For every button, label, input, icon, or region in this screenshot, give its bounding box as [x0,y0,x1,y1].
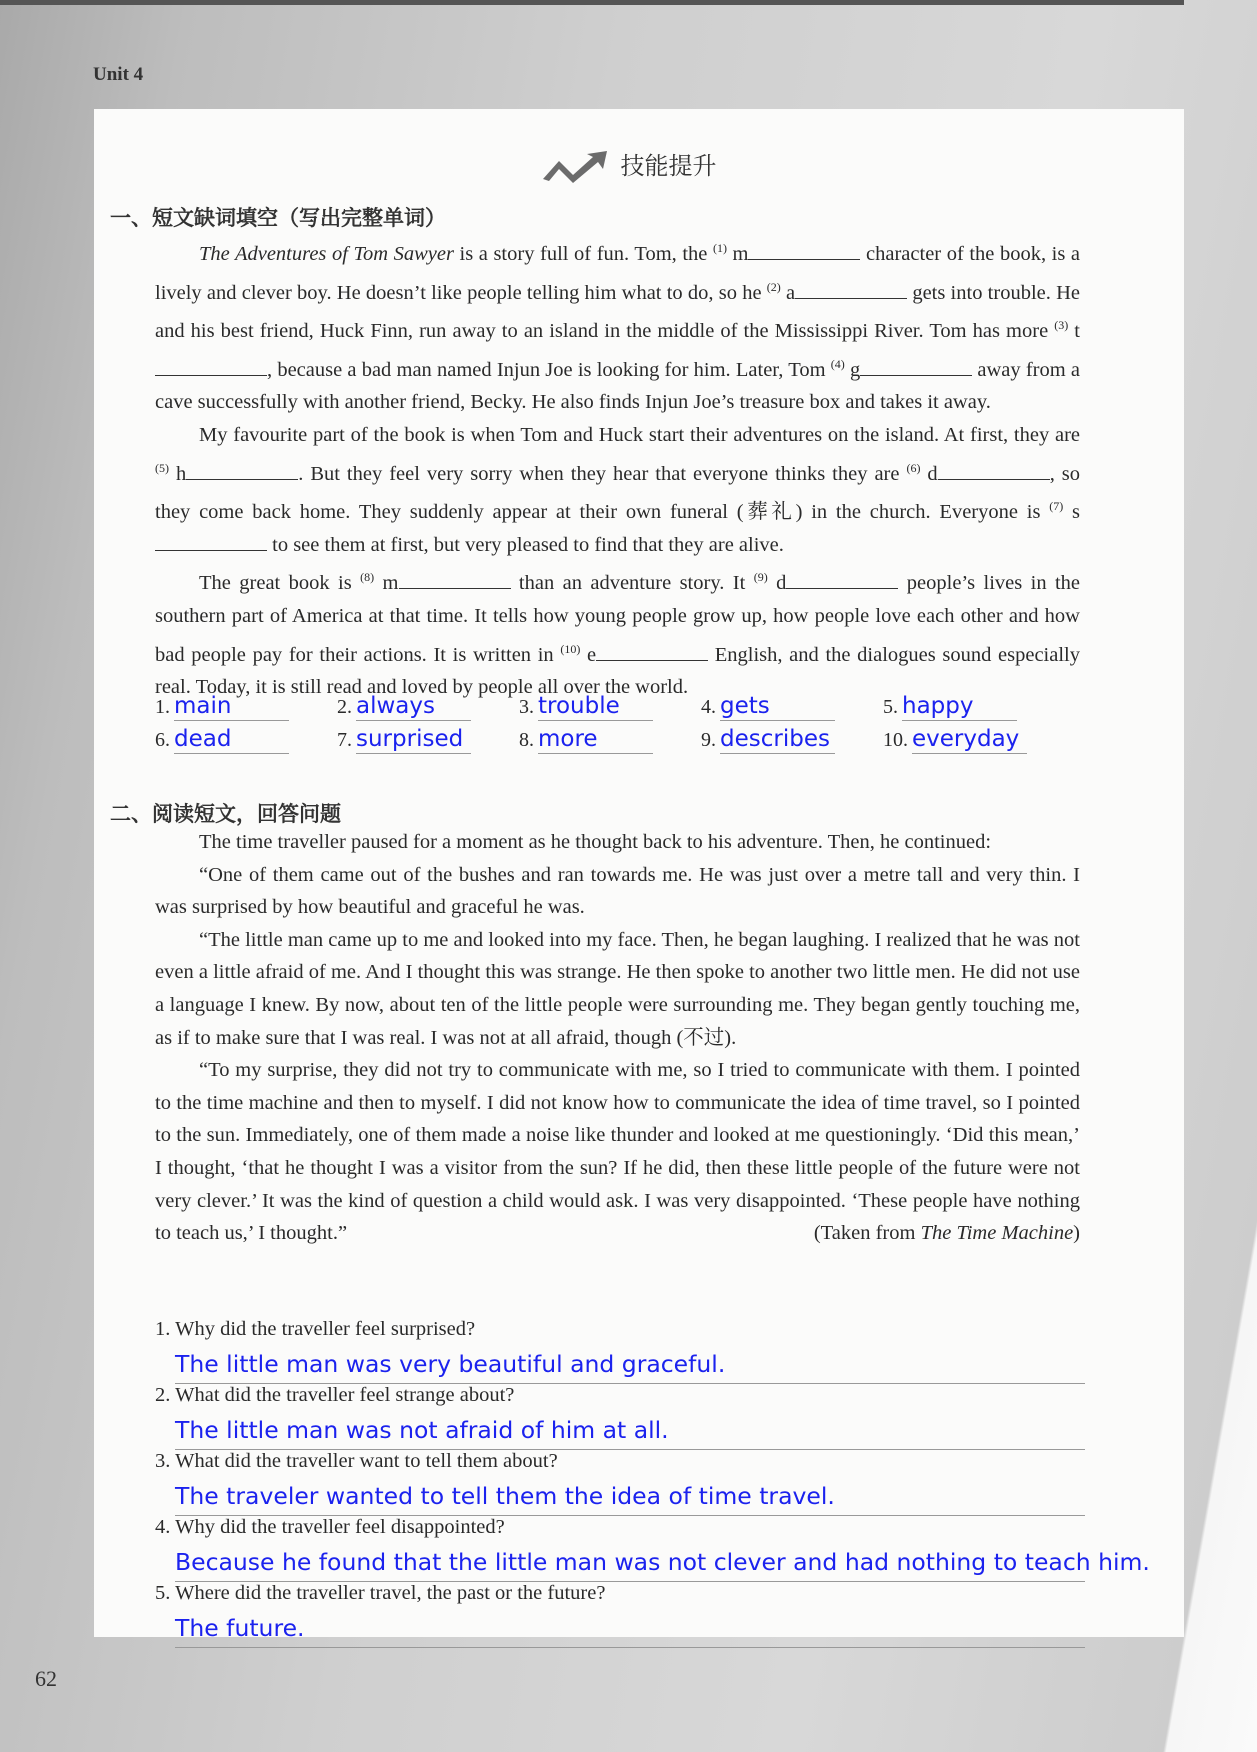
answer-number: 4. [701,696,716,718]
book-title: The Adventures of Tom Sawyer [199,243,454,265]
blank-letter: d [920,462,938,485]
blank-number: (4) [830,356,845,371]
blank [596,642,708,661]
answer-number: 9. [701,729,716,751]
answer-value[interactable]: main [174,692,289,721]
question: 4. Why did the traveller feel disappointed? [155,1516,505,1538]
answer-line[interactable]: Because he found that the little man was not clever and had nothing to teach him. [175,1548,1085,1582]
text: away from a cave successfully with another friend, Becky. He also finds Injun Joe’s treasure box and takes it away. [155,358,1081,414]
answer-number: 5. [883,696,898,718]
answer-item [337,725,519,754]
cloze-answers [155,692,1055,754]
blank-number: (9) [753,570,768,585]
text: people’s lives in the southern part of America at that time. It tells how young people grow up, how people love each other and how bad people pay for their actions. It is written in [155,572,1081,666]
reading-paragraph: The time traveller paused for a moment as he thought back to his adventure. Then, he continued: [199,831,992,853]
text: . But they feel very sorry when they hear that everyone thinks they are [298,462,907,485]
answer-number: 2. [337,696,352,718]
unit-label: Unit 4 [93,64,144,85]
blank [399,570,511,589]
text: The great book is [199,572,361,595]
question: 2. What did the traveller feel strange about? [155,1384,515,1406]
blank-letter: d [767,572,787,595]
answer-item [155,692,337,721]
cloze-paragraph [155,419,1080,561]
text: gets into trouble. He and his best friend, Huck Finn, run away to an island in the middle of the Mississippi River. Tom has more [155,281,1080,343]
answer-value[interactable]: more [538,725,653,754]
source-citation [770,1217,1080,1250]
blank-letter: g [844,358,861,381]
cloze-passage [155,232,1080,704]
blank-letter: m [374,572,399,595]
blank-letter: s [1063,501,1080,524]
blank [860,357,972,376]
answer-value[interactable]: always [356,692,471,721]
blank-number: (3) [1054,318,1069,333]
text: (Taken from [813,1222,921,1245]
question: 5. Where did the traveller travel, the past or the future? [155,1582,606,1604]
answer-item [337,692,519,721]
blank [748,241,860,260]
answer-line[interactable]: The little man was not afraid of him at all. [175,1416,1085,1450]
blank-number: (5) [155,460,169,475]
question: 3. What did the traveller want to tell them about? [155,1450,558,1472]
answer-number: 10. [883,729,908,751]
answer-number: 7. [337,729,352,751]
question: 1. Why did the traveller feel surprised? [155,1318,476,1340]
text: , because a bad man named Injun Joe is looking for him. Later, Tom [267,358,831,381]
text: is a story full of fun. Tom, the [453,243,713,265]
blank-number: (2) [766,279,781,294]
answer-line[interactable]: The little man was very beautiful and graceful. [175,1350,1085,1384]
questions [155,1318,1150,1648]
text: to see them at first, but very pleased to find that they are alive. [267,533,784,556]
reading-paragraph [155,1054,1080,1250]
text: My favourite part of the book is when Tom and Huck start their adventures on the island. At first, they are [199,423,1080,446]
answer-item [519,692,701,721]
section-title-text: 技能提升 [620,152,717,180]
blank [155,532,267,551]
cloze-paragraph [155,561,1080,703]
text: than an adventure story. It [510,572,754,595]
answer-number: 6. [155,729,170,751]
answer-value[interactable]: happy [902,692,1017,721]
blank-number: (1) [712,241,727,255]
blank-letter: t [1068,320,1081,343]
text: , so they come back home. They suddenly appear at their own funeral (葬礼) in the church. Everyone is [155,462,1081,524]
answer-item [883,692,1065,721]
blank-letter: m [726,243,749,265]
answer-item [519,725,701,754]
answer-value[interactable]: gets [720,692,835,721]
answer-item [701,725,883,754]
answer-item [883,725,1065,754]
answer-number: 1. [155,696,170,718]
answer-line[interactable]: The traveler wanted to tell them the idea of time travel. [175,1482,1085,1516]
text: “To my surprise, they did not try to communicate with me, so I tried to communicate with them. I pointed to the time machine and then to myself. I did not know how to communicate the idea of time travel, so I pointed to the sun. Immediately, one of them made a noise like thunder and looked at me questioningly. ‘Did this mean,’ I thought, ‘that he thought I was a visitor from the sun? If he did, then these little people of the future were not very clever.’ It was the kind of question a child would ask. I was very disappointed. ‘These people have nothing to teach us,’ I thought.” [155,1059,1080,1245]
reading-paragraph: “The little man came up to me and looked into my face. Then, he began laughing. I realized that he was not even a little afraid of me. And I thought this was strange. He then spoke to another two little men. He did not use a language I knew. By now, about ten of the little people were surrounding me. They began gently touching me, as if to make sure that I was real. I was not at all afraid, though (不过). [155,928,1080,1049]
blank [786,570,898,589]
source-title: The Time Machine [920,1222,1074,1245]
answer-number: 8. [519,729,534,751]
answer-value[interactable]: dead [174,725,289,754]
blank-number: (6) [906,460,921,475]
blank-number: (7) [1049,499,1064,514]
section2-heading: 二、阅读短文，回答问题 [110,802,341,826]
answer-line[interactable]: The future. [175,1614,1085,1648]
answer-number: 3. [519,696,534,718]
text: ) [1073,1222,1080,1245]
answer-value[interactable]: describes [720,725,835,754]
cloze-paragraph [155,232,1080,419]
blank [186,461,298,480]
blank-letter: e [580,643,597,666]
reading-passage [155,826,1080,1250]
blank [155,357,267,376]
answer-value[interactable]: surprised [356,725,471,754]
trend-arrow-icon [541,151,609,183]
section-title [0,146,1257,183]
text: English, and the dialogues sound especially real. Today, it is still read and loved by people all over the world. [155,643,1080,699]
blank-number: (8) [360,570,375,585]
blank-letter: h [169,462,187,485]
answer-item [155,725,337,754]
answer-value[interactable]: everyday [912,725,1027,754]
blank-number: (10) [560,641,581,656]
blank-letter: a [780,281,796,304]
page-number: 62 [35,1666,57,1691]
text: character of the book, is a lively and clever boy. He doesn’t like people telling him what to do, so he [155,243,1080,304]
section1-heading: 一、短文缺词填空（写出完整单词） [110,206,446,230]
answer-item [701,692,883,721]
page-edge [0,0,1184,5]
answer-value[interactable]: trouble [538,692,653,721]
reading-paragraph: “One of them came out of the bushes and ran towards me. He was just over a metre tall and very thin. I was surprised by how beautiful and graceful he was. [155,863,1080,919]
blank [795,280,907,299]
blank [938,461,1050,480]
